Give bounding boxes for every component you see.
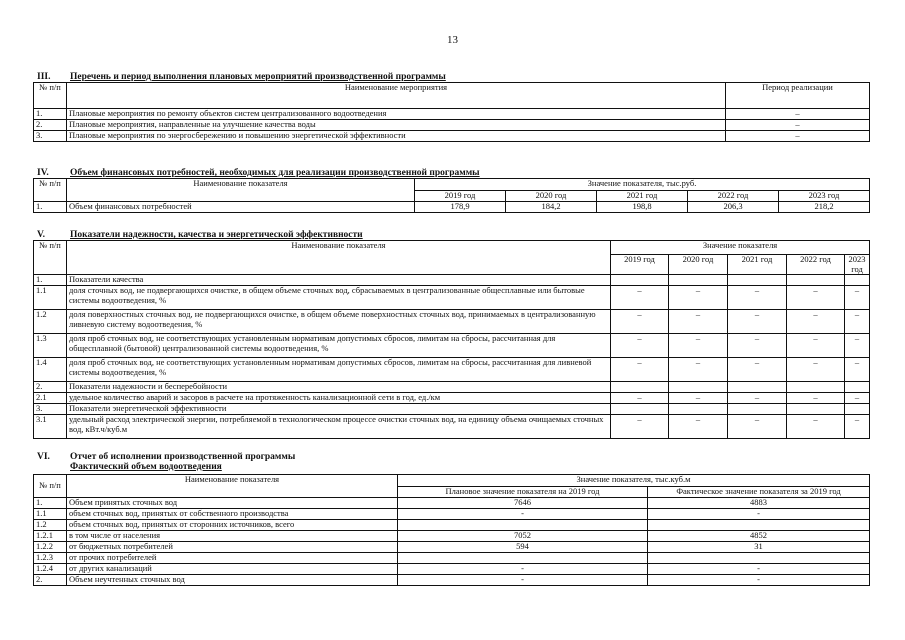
row-name: от бюджетных потребителей xyxy=(67,542,398,553)
row-value: – xyxy=(728,286,787,310)
section3-number: III. xyxy=(37,72,51,82)
header-year: 2020 год xyxy=(669,255,728,275)
section5-table xyxy=(33,240,870,439)
section6-title-text: Отчет об исполнении производственной программы xyxy=(70,452,296,462)
row-plan xyxy=(398,520,648,531)
header-year: 2022 год xyxy=(787,255,845,275)
row-no: 1.4 xyxy=(34,358,67,382)
table-row xyxy=(34,131,870,142)
row-value: – xyxy=(845,334,870,358)
header-year: 2023 год xyxy=(779,191,870,202)
section6-subtitle-text: Фактический объем водоотведения xyxy=(70,462,222,472)
row-no: 1.2.2 xyxy=(34,542,67,553)
row-no: 1.1 xyxy=(34,286,67,310)
row-value: – xyxy=(845,393,870,404)
row-name: от прочих потребителей xyxy=(67,553,398,564)
table-row xyxy=(34,509,870,520)
row-value xyxy=(845,404,870,415)
row-value: – xyxy=(611,415,669,439)
row-no: 3.1 xyxy=(34,415,67,439)
row-name: доля проб сточных вод, не соответствующих установленным нормативам допустимых сбросов, лимитам на сбросы, рассчитанная для общесплавной (бытовой) централизованной системы водоотведения, % xyxy=(67,334,611,358)
row-name: Объем неучтенных сточных вод xyxy=(67,575,398,586)
header-year: 2019 год xyxy=(415,191,506,202)
row-value xyxy=(845,382,870,393)
row-value xyxy=(728,404,787,415)
row-value: – xyxy=(728,358,787,382)
row-fact: - xyxy=(648,564,870,575)
row-name: удельный расход электрической энергии, потребляемой в технологическом процессе очистки сточных вод, на единицу объема очищаемых сточных вод, кВт.ч/куб.м xyxy=(67,415,611,439)
row-no: 1. xyxy=(34,275,67,286)
header-year: 2021 год xyxy=(597,191,688,202)
row-value xyxy=(611,275,669,286)
row-no: 3. xyxy=(34,404,67,415)
table-row xyxy=(34,404,870,415)
section4-title-text: Объем финансовых потребностей, необходимых для реализации производственной программы xyxy=(70,168,480,178)
table-row xyxy=(34,553,870,564)
row-value: – xyxy=(787,358,845,382)
row-value: – xyxy=(845,358,870,382)
header-value: Значение показателя, тыс.куб.м xyxy=(398,475,870,487)
section5-title-text: Показатели надежности, качества и энергетической эффективности xyxy=(70,230,363,240)
row-plan xyxy=(398,553,648,564)
table-row xyxy=(34,531,870,542)
row-value: 178,9 xyxy=(415,201,506,212)
row-value: – xyxy=(787,286,845,310)
row-fact: - xyxy=(648,575,870,586)
row-value: 218,2 xyxy=(779,201,870,212)
table-row xyxy=(34,275,870,286)
row-no: 1.1 xyxy=(34,509,67,520)
header-name: Наименование мероприятия xyxy=(67,83,726,109)
row-value: – xyxy=(845,415,870,439)
row-value xyxy=(611,382,669,393)
section4-number: IV. xyxy=(37,168,49,178)
row-no: 1. xyxy=(34,109,67,120)
row-period: – xyxy=(726,120,870,131)
row-value: – xyxy=(787,310,845,334)
row-fact: 4852 xyxy=(648,531,870,542)
section6-title xyxy=(37,452,295,462)
header-year: 2020 год xyxy=(506,191,597,202)
row-value: – xyxy=(728,415,787,439)
row-value: – xyxy=(669,393,728,404)
row-no: 1.2.4 xyxy=(34,564,67,575)
row-value: – xyxy=(669,286,728,310)
row-no: 1. xyxy=(34,498,67,509)
header-year: 2019 год xyxy=(611,255,669,275)
row-no: 2.1 xyxy=(34,393,67,404)
section4-table xyxy=(33,178,870,213)
table-row xyxy=(34,564,870,575)
row-value: – xyxy=(611,393,669,404)
row-no: 1. xyxy=(34,201,67,212)
row-name: Плановые мероприятия, направленные на улучшение качества воды xyxy=(67,120,726,131)
row-name: от других канализаций xyxy=(67,564,398,575)
section3-title xyxy=(37,72,446,82)
table-row xyxy=(34,382,870,393)
row-no: 1.3 xyxy=(34,334,67,358)
row-plan: - xyxy=(398,575,648,586)
row-no: 2. xyxy=(34,120,67,131)
table-row xyxy=(34,334,870,358)
row-name: Плановые мероприятия по энергосбережению и повышению энергетической эффективности xyxy=(67,131,726,142)
row-value: – xyxy=(669,358,728,382)
row-value xyxy=(669,275,728,286)
row-name: Плановые мероприятия по ремонту объектов систем централизованного водоотведения xyxy=(67,109,726,120)
row-value: 184,2 xyxy=(506,201,597,212)
row-name: Показатели качества xyxy=(67,275,611,286)
header-name: Наименование показателя xyxy=(67,179,415,202)
row-fact: 4883 xyxy=(648,498,870,509)
row-name: Показатели надежности и бесперебойности xyxy=(67,382,611,393)
row-name: Объем принятых сточных вод xyxy=(67,498,398,509)
row-name: объем сточных вод, принятых от собственного производства xyxy=(67,509,398,520)
header-year: 2021 год xyxy=(728,255,787,275)
table-row xyxy=(34,498,870,509)
table-row xyxy=(34,575,870,586)
row-value: – xyxy=(787,393,845,404)
row-value xyxy=(787,404,845,415)
row-value xyxy=(728,382,787,393)
section3-title-text: Перечень и период выполнения плановых мероприятий производственной программы xyxy=(70,72,446,82)
section5-number: V. xyxy=(37,230,46,240)
row-value: – xyxy=(787,415,845,439)
header-period: Период реализации xyxy=(726,83,870,109)
row-fact: - xyxy=(648,509,870,520)
header-no: № п/п xyxy=(34,475,67,498)
row-period: – xyxy=(726,131,870,142)
table-row xyxy=(34,520,870,531)
row-no: 1.2.3 xyxy=(34,553,67,564)
section3-table xyxy=(33,82,870,142)
header-no: № п/п xyxy=(34,83,67,109)
header-year: 2023 год xyxy=(845,255,870,275)
row-no: 2. xyxy=(34,575,67,586)
row-value: – xyxy=(728,334,787,358)
row-name: доля поверхностных сточных вод, не подвергающихся очистке, в общем объеме поверхностных сточных вод, принимаемых в централизованную ливневую систему водоотведения, % xyxy=(67,310,611,334)
row-name: доля сточных вод, не подвергающихся очистке, в общем объеме сточных вод, сбрасываемых в централизованные общесплавные или бытовые системы водоотведения, % xyxy=(67,286,611,310)
row-value: – xyxy=(728,310,787,334)
header-value: Значение показателя xyxy=(611,241,870,255)
row-name: Показатели энергетической эффективности xyxy=(67,404,611,415)
row-name: удельное количество аварий и засоров в расчете на протяженность канализационной сети в год, ед./км xyxy=(67,393,611,404)
row-value: – xyxy=(611,334,669,358)
row-value: – xyxy=(728,393,787,404)
section6-subtitle xyxy=(70,462,222,472)
header-fact: Фактическое значение показателя за 2019 год xyxy=(648,487,870,498)
row-value xyxy=(611,404,669,415)
row-value: – xyxy=(669,310,728,334)
table-row xyxy=(34,542,870,553)
section4-title xyxy=(37,168,480,178)
row-value xyxy=(728,275,787,286)
row-fact: 31 xyxy=(648,542,870,553)
row-value: – xyxy=(845,310,870,334)
row-plan: - xyxy=(398,564,648,575)
row-value xyxy=(669,382,728,393)
table-row xyxy=(34,358,870,382)
row-plan: 594 xyxy=(398,542,648,553)
row-plan: - xyxy=(398,509,648,520)
row-no: 1.2 xyxy=(34,310,67,334)
row-value: – xyxy=(611,310,669,334)
row-no: 3. xyxy=(34,131,67,142)
row-value: – xyxy=(669,415,728,439)
row-value: – xyxy=(669,334,728,358)
row-plan: 7646 xyxy=(398,498,648,509)
row-value: 198,8 xyxy=(597,201,688,212)
row-value: – xyxy=(611,358,669,382)
row-fact xyxy=(648,520,870,531)
header-no: № п/п xyxy=(34,241,67,275)
header-plan: Плановое значение показателя на 2019 год xyxy=(398,487,648,498)
table-row xyxy=(34,310,870,334)
table-row xyxy=(34,286,870,310)
row-value xyxy=(845,275,870,286)
header-no: № п/п xyxy=(34,179,67,202)
header-name: Наименование показателя xyxy=(67,241,611,275)
row-no: 1.2.1 xyxy=(34,531,67,542)
section5-title xyxy=(37,230,363,240)
header-value: Значение показателя, тыс.руб. xyxy=(415,179,870,191)
row-no: 2. xyxy=(34,382,67,393)
row-value: – xyxy=(611,286,669,310)
row-no: 1.2 xyxy=(34,520,67,531)
table-row xyxy=(34,109,870,120)
row-value xyxy=(787,275,845,286)
header-year: 2022 год xyxy=(688,191,779,202)
row-value: – xyxy=(787,334,845,358)
row-fact xyxy=(648,553,870,564)
row-value: – xyxy=(845,286,870,310)
section6-table xyxy=(33,474,870,586)
row-period: – xyxy=(726,109,870,120)
row-value xyxy=(787,382,845,393)
row-name: Объем финансовых потребностей xyxy=(67,201,415,212)
row-value: 206,3 xyxy=(688,201,779,212)
row-value xyxy=(669,404,728,415)
page-number: 13 xyxy=(447,34,458,46)
row-name: в том числе от населения xyxy=(67,531,398,542)
row-name: объем сточных вод, принятых от сторонних источников, всего xyxy=(67,520,398,531)
table-row xyxy=(34,120,870,131)
row-plan: 7052 xyxy=(398,531,648,542)
table-row xyxy=(34,415,870,439)
header-name: Наименование показателя xyxy=(67,475,398,498)
row-name: доля проб сточных вод, не соответствующих установленным нормативам допустимых сбросов, лимитам на сбросы, рассчитанная для ливневой системы водоотведения, % xyxy=(67,358,611,382)
table-row xyxy=(34,201,870,212)
table-row xyxy=(34,393,870,404)
section6-number: VI. xyxy=(37,452,50,462)
